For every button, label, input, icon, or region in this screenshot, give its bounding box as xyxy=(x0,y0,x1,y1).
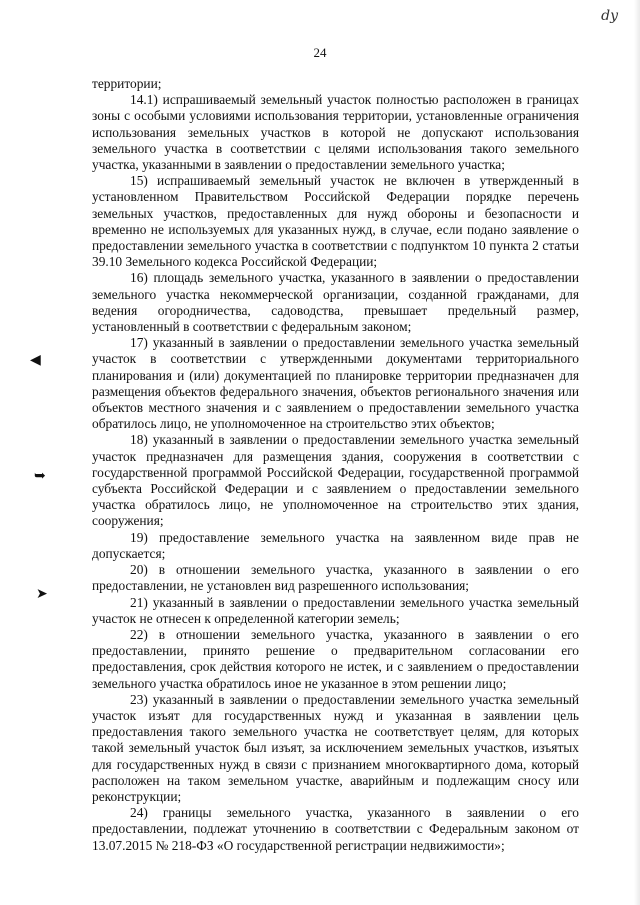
document-body xyxy=(92,76,579,854)
margin-arrow-mark: ➤ xyxy=(36,586,48,602)
paragraph-item-14-1: 14.1) испрашиваемый земельный участок полностью расположен в границах зоны с особыми условиями использования территории, установленные ограничения использования земельных участков в которой не допускают использования земельного участка в соответствии с целями использования такого земельного участка, указанными в заявлении о предоставлении земельного участка; xyxy=(92,92,579,173)
paragraph-item-16: 16) площадь земельного участка, указанного в заявлении о предоставлении земельного участка некоммерческой организации, созданной гражданами, для ведения огородничества, садоводства, превышает предельный размер, установленный в соответствии с федеральным законом; xyxy=(92,270,579,335)
paragraph-item-19: 19) предоставление земельного участка на заявленном виде прав не допускается; xyxy=(92,529,579,561)
paragraph-item-23: 23) указанный в заявлении о предоставлении земельного участка земельный участок изъят для государственных нужд и указанная в заявлении цель предоставления такого земельного участка не соответствует целям, для которых такой земельный участок был изъят, за исключением земельных участков, изъятых для государственных нужд в связи с признанием многоквартирного дома, который расположен на таком земельном участке, аварийным и подлежащим сносу или реконструкции; xyxy=(92,691,579,804)
scan-edge-shadow xyxy=(634,0,640,905)
paragraph-item-17: 17) указанный в заявлении о предоставлении земельного участка земельный участок в соответствии с утвержденными документами территориального планирования и (или) документацией по планировке территории предназначен для размещения объектов федерального значения, объектов регионального значения или объектов местного значения и с заявлением о предоставлении земельного участка обратилось лицо, не уполномоченное на строительство этих объектов; xyxy=(92,335,579,432)
paragraph-item-24: 24) границы земельного участка, указанного в заявлении о его предоставлении, подлежат уточнению в соответствии с Федеральным законом от 13.07.2015 № 218-ФЗ «О государственной регистрации недвижимости»; xyxy=(92,805,579,853)
handwritten-corner-mark: dy xyxy=(601,8,618,24)
margin-arrow-mark: ➥ xyxy=(34,468,46,484)
paragraph-item-22: 22) в отношении земельного участка, указанного в заявлении о его предоставлении, принято решение о предварительном согласовании его предоставления, срок действия которого не истек, и с заявлением о предоставлении земельного участка обратилось иное не указанное в этом решении лицо; xyxy=(92,626,579,691)
paragraph-item-20: 20) в отношении земельного участка, указанного в заявлении о его предоставлении, не установлен вид разрешенного использования; xyxy=(92,562,579,594)
page-number: 24 xyxy=(313,45,327,60)
paragraph-item-15: 15) испрашиваемый земельный участок не включен в утвержденный в установленном Правительством Российской Федерации порядке перечень земельных участков, предоставленных для нужд обороны и безопасности и временно не используемых для указанных нужд, в случае, если подано заявление о предоставлении земельного участка в соответствии с подпунктом 10 пункта 2 статьи 39.10 Земельного кодекса Российской Федерации; xyxy=(92,173,579,270)
margin-bullet-mark: ◀ xyxy=(30,352,41,368)
paragraph-item-21: 21) указанный в заявлении о предоставлении земельного участка земельный участок не отнесен к определенной категории земель; xyxy=(92,594,579,626)
paragraph-item-18: 18) указанный в заявлении о предоставлении земельного участка земельный участок предназначен для размещения здания, сооружения в соответствии с государственной программой Российской Федерации, государственной программой субъекта Российской Федерации и с заявлением о предоставлении земельного участка обратилось лицо, не уполномоченное на строительство этих здания, сооружения; xyxy=(92,432,579,529)
paragraph-continuation: территории; xyxy=(92,76,162,91)
